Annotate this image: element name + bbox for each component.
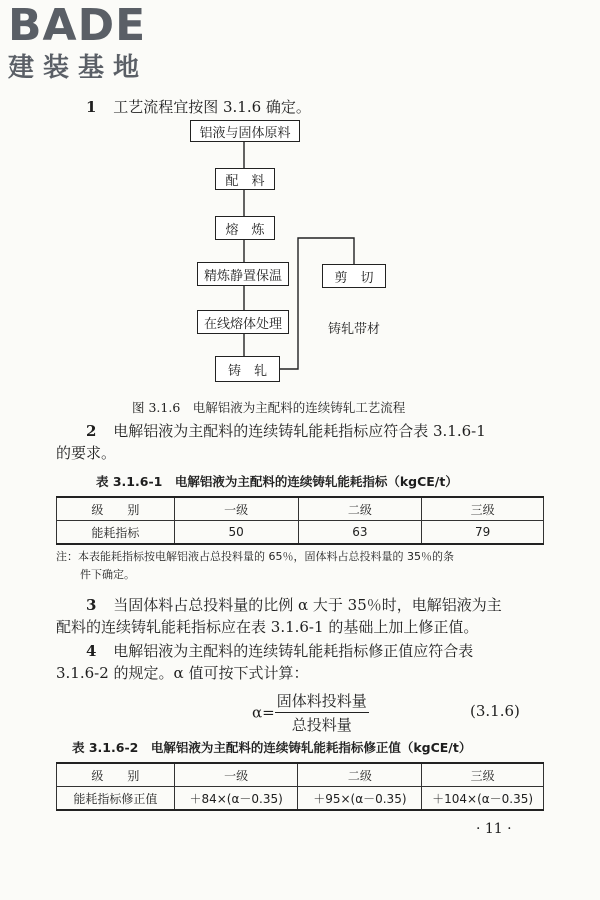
item-number: 2 [86, 422, 97, 440]
paragraph-line: 的要求。 [56, 444, 117, 462]
paragraph-line: 电解铝液为主配料的连续铸轧能耗指标修正值应符合表 [113, 642, 474, 660]
paragraph-line: 当固体料占总投料量的比例 α 大于 35％时，电解铝液为主 [113, 596, 502, 614]
formula-numerator: 固体料投料量 [275, 690, 369, 713]
item-number: 4 [86, 642, 97, 660]
logo-text-cn: 建装基地 [8, 53, 149, 83]
table-cell: 50 [174, 521, 298, 545]
table-cell: 能耗指标修正值 [57, 787, 175, 811]
logo-text-en: BADE [8, 0, 147, 51]
table-1-title: 表 3.1.6-1 电解铝液为主配料的连续铸轧能耗指标（kgCE/t） [96, 474, 458, 489]
paragraph-line: 电解铝液为主配料的连续铸轧能耗指标应符合表 3.1.6-1 [113, 422, 486, 440]
flow-step-shearing: 剪 切 [322, 264, 386, 288]
table-header-cell: 一级 [174, 763, 298, 787]
note-line: 件下确定。 [80, 568, 135, 581]
table-row [57, 521, 544, 545]
branch-connector-line [280, 238, 354, 369]
table-1 [56, 496, 544, 545]
paragraph-2 [56, 420, 546, 464]
flow-step-inline-treatment: 在线熔体处理 [197, 310, 289, 334]
paragraph-4 [56, 640, 546, 684]
table-header-cell: 二级 [298, 497, 422, 521]
item-number: 1 [86, 98, 97, 116]
flowchart-connectors [0, 0, 600, 400]
flow-step-batching: 配 料 [215, 168, 275, 190]
page-number: · 11 · [476, 821, 512, 837]
flow-output-strip: 铸轧带材 [328, 322, 381, 337]
paragraph-text: 工艺流程宜按图 3.1.6 确定。 [113, 98, 311, 116]
table-header-cell: 级 别 [57, 763, 175, 787]
flow-step-smelting: 熔 炼 [215, 216, 275, 240]
table-header-cell: 一级 [174, 497, 298, 521]
paragraph-3 [56, 594, 546, 638]
table-cell: 79 [422, 521, 544, 545]
table-header-cell: 二级 [298, 763, 422, 787]
formula [252, 690, 369, 735]
table-note [56, 548, 546, 584]
formula-lhs: α= [252, 703, 275, 722]
figure-caption: 图 3.1.6 电解铝液为主配料的连续铸轧工艺流程 [132, 400, 406, 415]
table-cell: ＋104×(α－0.35) [422, 787, 544, 811]
item-number: 3 [86, 596, 97, 614]
flow-step-refining: 精炼静置保温 [197, 262, 289, 286]
table-cell: 63 [298, 521, 422, 545]
table-header-cell: 三级 [422, 763, 544, 787]
flow-step-raw-materials: 铝液与固体原料 [190, 120, 300, 142]
table-row [57, 787, 544, 811]
table-cell: ＋84×(α－0.35) [174, 787, 298, 811]
table-2-title: 表 3.1.6-2 电解铝液为主配料的连续铸轧能耗指标修正值（kgCE/t） [72, 740, 472, 755]
table-cell: 能耗指标 [57, 521, 175, 545]
formula-denominator: 总投料量 [291, 716, 352, 734]
table-cell: ＋95×(α－0.35) [298, 787, 422, 811]
table-header-row [57, 497, 544, 521]
formula-label: (3.1.6) [470, 702, 520, 720]
table-header-cell: 三级 [422, 497, 544, 521]
paragraph-line: 配料的连续铸轧能耗指标应在表 3.1.6-1 的基础上加上修正值。 [56, 618, 479, 636]
note-line: 注：本表能耗指标按电解铝液占总投料量的 65％，固体料占总投料量的 35％的条 [56, 550, 454, 563]
flow-step-casting: 铸 轧 [215, 356, 280, 382]
table-header-row [57, 763, 544, 787]
table-header-cell: 级 别 [57, 497, 175, 521]
paragraph-line: 3.1.6-2 的规定。α 值可按下式计算： [56, 664, 309, 682]
formula-fraction [275, 690, 369, 735]
table-2 [56, 762, 544, 811]
